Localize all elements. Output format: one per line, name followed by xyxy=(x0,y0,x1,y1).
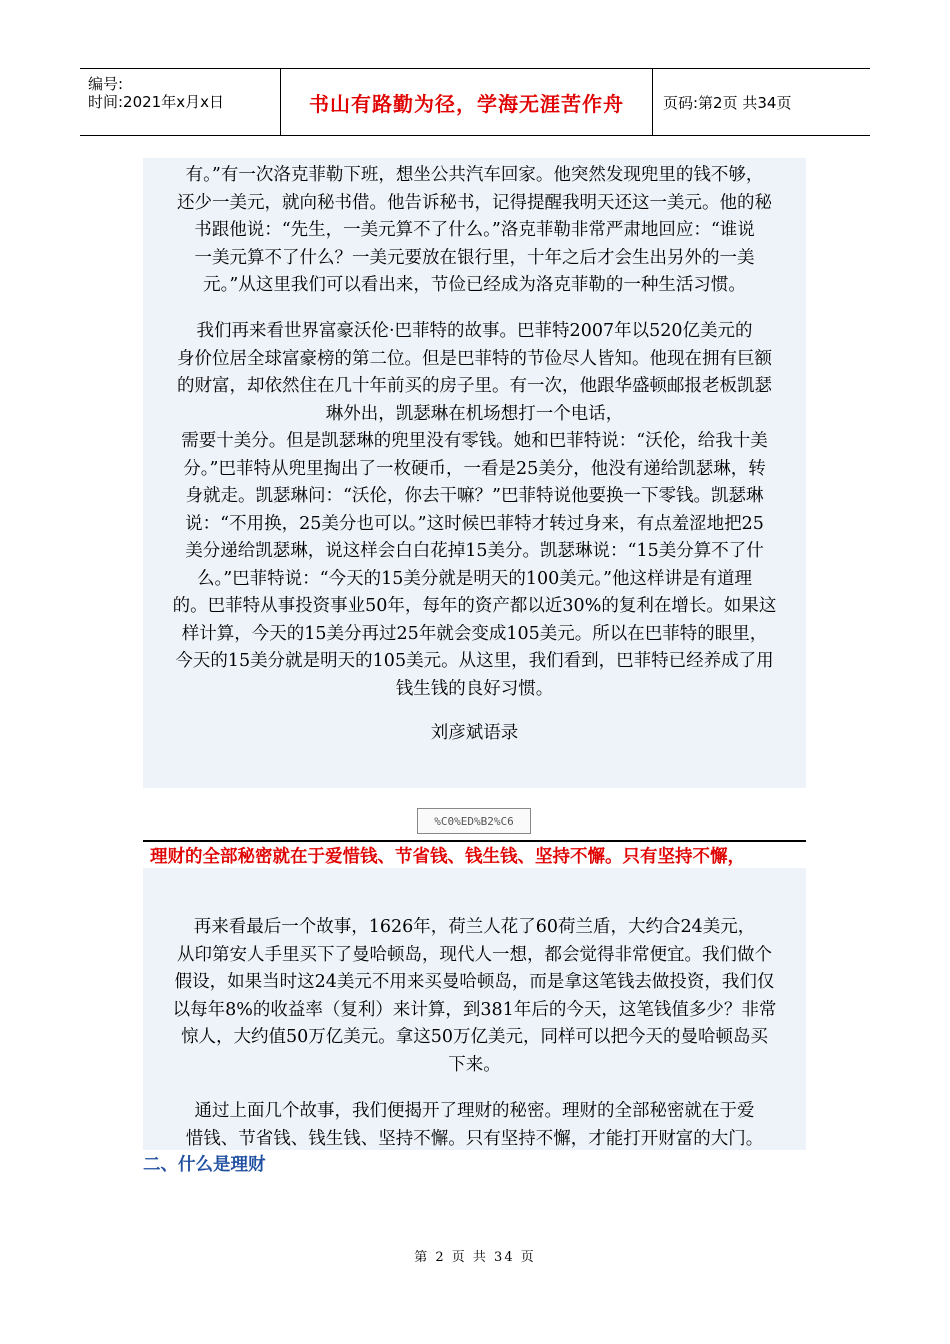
paragraph-manhattan xyxy=(143,914,806,1079)
text-line: 以每年8%的收益率（复利）来计算，到381年后的今天，这笔钱值多少？非常 xyxy=(172,999,777,1020)
divider-rule xyxy=(143,840,806,842)
text-line: 一美元算不了什么？一美元要放在银行里，十年之后才会生出另外的一美 xyxy=(194,247,755,268)
text-line: 需要十美分。但是凯瑟琳的兜里没有零钱。她和巴菲特说：“沃伦，给我十美 xyxy=(181,431,768,451)
text-line: 身价位居全球富豪榜的第二位。但是巴菲特的节俭尽人皆知。他现在拥有巨额 xyxy=(177,348,772,369)
text-line: 美分递给凯瑟琳，说这样会白白花掉15美分。凯瑟琳说：“15美分算不了什 xyxy=(185,541,764,561)
text-line: 书跟他说：“先生，一美元算不了什么。”洛克菲勒非常严肃地回应：“谁说 xyxy=(194,220,755,240)
header-meta-cell xyxy=(80,69,281,135)
page-footer: 第 2 页 共 34 页 xyxy=(414,1250,536,1265)
text-line: 元。”从这里我们可以看出来，节俭已经成为洛克菲勒的一种生活习惯。 xyxy=(203,275,746,295)
text-line: 样计算，今天的15美分再过25年就会变成105美元。所以在巴菲特的眼里， xyxy=(181,623,768,644)
text-line: 琳外出，凯瑟琳在机场想打一个电话， xyxy=(325,403,624,424)
paragraph-conclusion xyxy=(143,1098,806,1153)
paragraph-buffett-story xyxy=(143,428,806,703)
text-line: 说：“不用换，25美分也可以。”这时候巴菲特才转过身来，有点羞涩地把25 xyxy=(185,513,764,534)
text-line: 有。”有一次洛克菲勒下班，想坐公共汽车回家。他突然发现兜里的钱不够， xyxy=(185,165,764,185)
text-line: 再来看最后一个故事，1626年，荷兰人花了60荷兰盾，大约合24美元， xyxy=(193,917,756,937)
text-line: 下来。 xyxy=(448,1054,501,1075)
document-code: 编号: xyxy=(88,75,124,93)
story-block-1 xyxy=(143,158,806,788)
text-line: 身就走。凯瑟琳问：“沃伦，你去干嘛？”巴菲特说他要换一下零钱。凯瑟琳 xyxy=(185,486,764,506)
paragraph-rockefeller xyxy=(143,162,806,300)
attribution: 刘彦斌语录 xyxy=(430,723,519,743)
paragraph-buffett-intro xyxy=(143,318,806,428)
text-line: 我们再来看世界富豪沃伦·巴菲特的故事。巴菲特2007年以520亿美元的 xyxy=(196,321,753,341)
broken-image-label: %C0%ED%B2%C6 xyxy=(417,808,531,834)
text-line: 通过上面几个故事，我们便揭开了理财的秘密。理财的全部秘密就在于爱 xyxy=(194,1101,755,1121)
header-page-cell xyxy=(653,69,870,135)
text-line: 么。”巴菲特说：“今天的15美分就是明天的100美元。”他这样讲是有道理 xyxy=(196,568,752,589)
page-header xyxy=(80,68,870,136)
text-line: 假设，如果当时这24美元不用来买曼哈顿岛，而是拿这笔钱去做投资，我们仅 xyxy=(174,972,775,992)
story-block-2 xyxy=(143,868,806,1150)
text-line: 分。”巴菲特从兜里掏出了一枚硬币，一看是25美分，他没有递给凯瑟琳，转 xyxy=(183,458,766,479)
text-line: 理财的全部秘密就在于爱惜钱、节省钱、钱生钱、坚持不懈。只有坚持不懈， xyxy=(150,847,745,867)
text-line: 今天的15美分就是明天的105美元。从这里，我们看到，巴菲特已经养成了用 xyxy=(175,651,774,671)
text-line: 从印第安人手里买下了曼哈顿岛，现代人一想，都会觉得非常便宜。我们做个 xyxy=(177,944,772,965)
section-heading: 二、什么是理财 xyxy=(143,1155,266,1175)
document-date: 时间:2021年x月x日 xyxy=(88,93,224,111)
text-line: 的财富，却依然住在几十年前买的房子里。有一次，他跟华盛顿邮报老板凯瑟 xyxy=(177,376,772,396)
text-line: 钱生钱的良好习惯。 xyxy=(395,678,554,699)
text-line: 还少一美元，就向秘书借。他告诉秘书，记得提醒我明天还这一美元。他的秘 xyxy=(177,192,772,213)
header-motto-cell xyxy=(281,69,653,135)
header-page-info: 页码:第2页 共34页 xyxy=(663,93,792,112)
text-line: 惜钱、节省钱、钱生钱、坚持不懈。只有坚持不懈，才能打开财富的大门。 xyxy=(185,1128,764,1149)
text-line: 惊人，大约值50万亿美元。拿这50万亿美元，同样可以把今天的曼哈顿岛买 xyxy=(180,1027,769,1047)
text-line: 的。巴菲特从事投资事业50年，每年的资产都以近30%的复利在增长。如果这 xyxy=(172,596,777,616)
header-motto: 书山有路勤为径，学海无涯苦作舟 xyxy=(309,91,624,116)
